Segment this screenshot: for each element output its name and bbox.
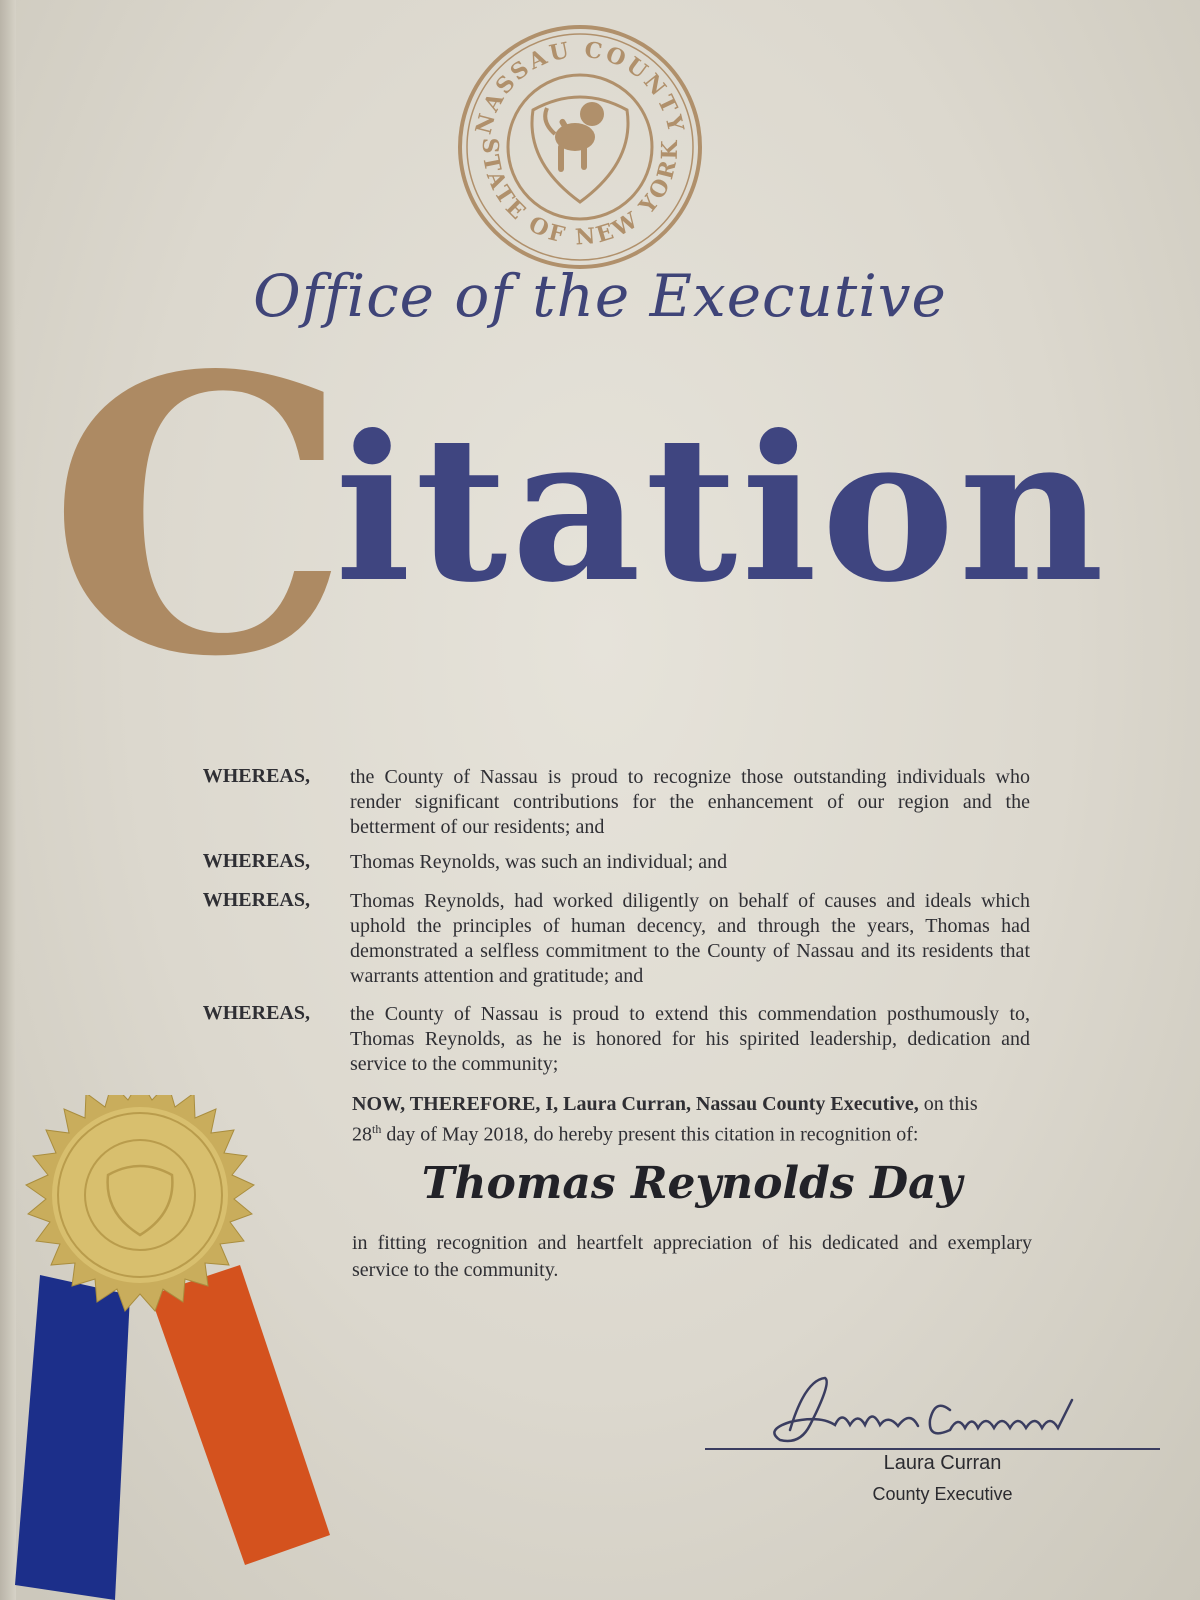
- whereas-text: the County of Nassau is proud to recognize those outstanding individuals who render significant contributions for the enhancement of our region and the betterment of our residents; and: [350, 766, 1030, 838]
- now-therefore-rest: on this: [918, 1093, 978, 1115]
- whereas-label: WHEREAS,: [202, 889, 310, 911]
- whereas-text: the County of Nassau is proud to extend this commendation posthumously to, Thomas Reynolds, as he is honored for his spirited leadership, dedication and service to the community;: [350, 1003, 1030, 1075]
- nassau-county-seal: [455, 22, 705, 272]
- blue-ribbon: [15, 1275, 130, 1600]
- handwritten-signature: [750, 1370, 1110, 1460]
- lion-icon: [545, 102, 604, 172]
- seal-bottom-text: STATE OF NEW YORK: [476, 137, 684, 251]
- signatory-name: Laura Curran: [883, 1452, 1002, 1474]
- whereas-label: WHEREAS,: [202, 850, 310, 872]
- gold-seal-with-ribbons: [0, 1095, 340, 1600]
- whereas-text: Thomas Reynolds, had worked diligently on behalf of causes and ideals which uphold the principles of human decency, and through the years, Thomas had demonstrated a selfless commitment to the County of Nassau and its residents that warrants attention and gratitude; and: [350, 890, 1030, 987]
- seal-top-text: NASSAU COUNTY: [470, 36, 690, 138]
- whereas-label: WHEREAS,: [202, 765, 310, 787]
- date-suffix: th: [372, 1122, 382, 1136]
- citation-rest: itation: [335, 392, 1109, 627]
- signatory-title: County Executive: [872, 1484, 1013, 1504]
- date-day: 28: [352, 1123, 372, 1146]
- date-rest: day of May 2018, do hereby present this citation in recognition of:: [381, 1123, 919, 1146]
- svg-text:NASSAU COUNTY: [471, 37, 690, 137]
- honoree-title: Thomas Reynolds Day: [421, 1158, 963, 1209]
- signature-line: [705, 1448, 1160, 1450]
- office-heading: Office of the Executive: [253, 262, 947, 330]
- whereas-text: Thomas Reynolds, was such an individual; and: [350, 851, 728, 873]
- citation-initial: C: [48, 293, 351, 740]
- orange-ribbon: [150, 1265, 330, 1565]
- closing-paragraph: in fitting recognition and heartfelt appreciation of his dedicated and exemplary service to the community.: [352, 1232, 1032, 1281]
- now-therefore-bold: NOW, THEREFORE, I, Laura Curran, Nassau County Executive,: [352, 1093, 919, 1115]
- now-therefore-paragraph: [352, 1092, 1032, 1148]
- whereas-label: WHEREAS,: [202, 1002, 310, 1024]
